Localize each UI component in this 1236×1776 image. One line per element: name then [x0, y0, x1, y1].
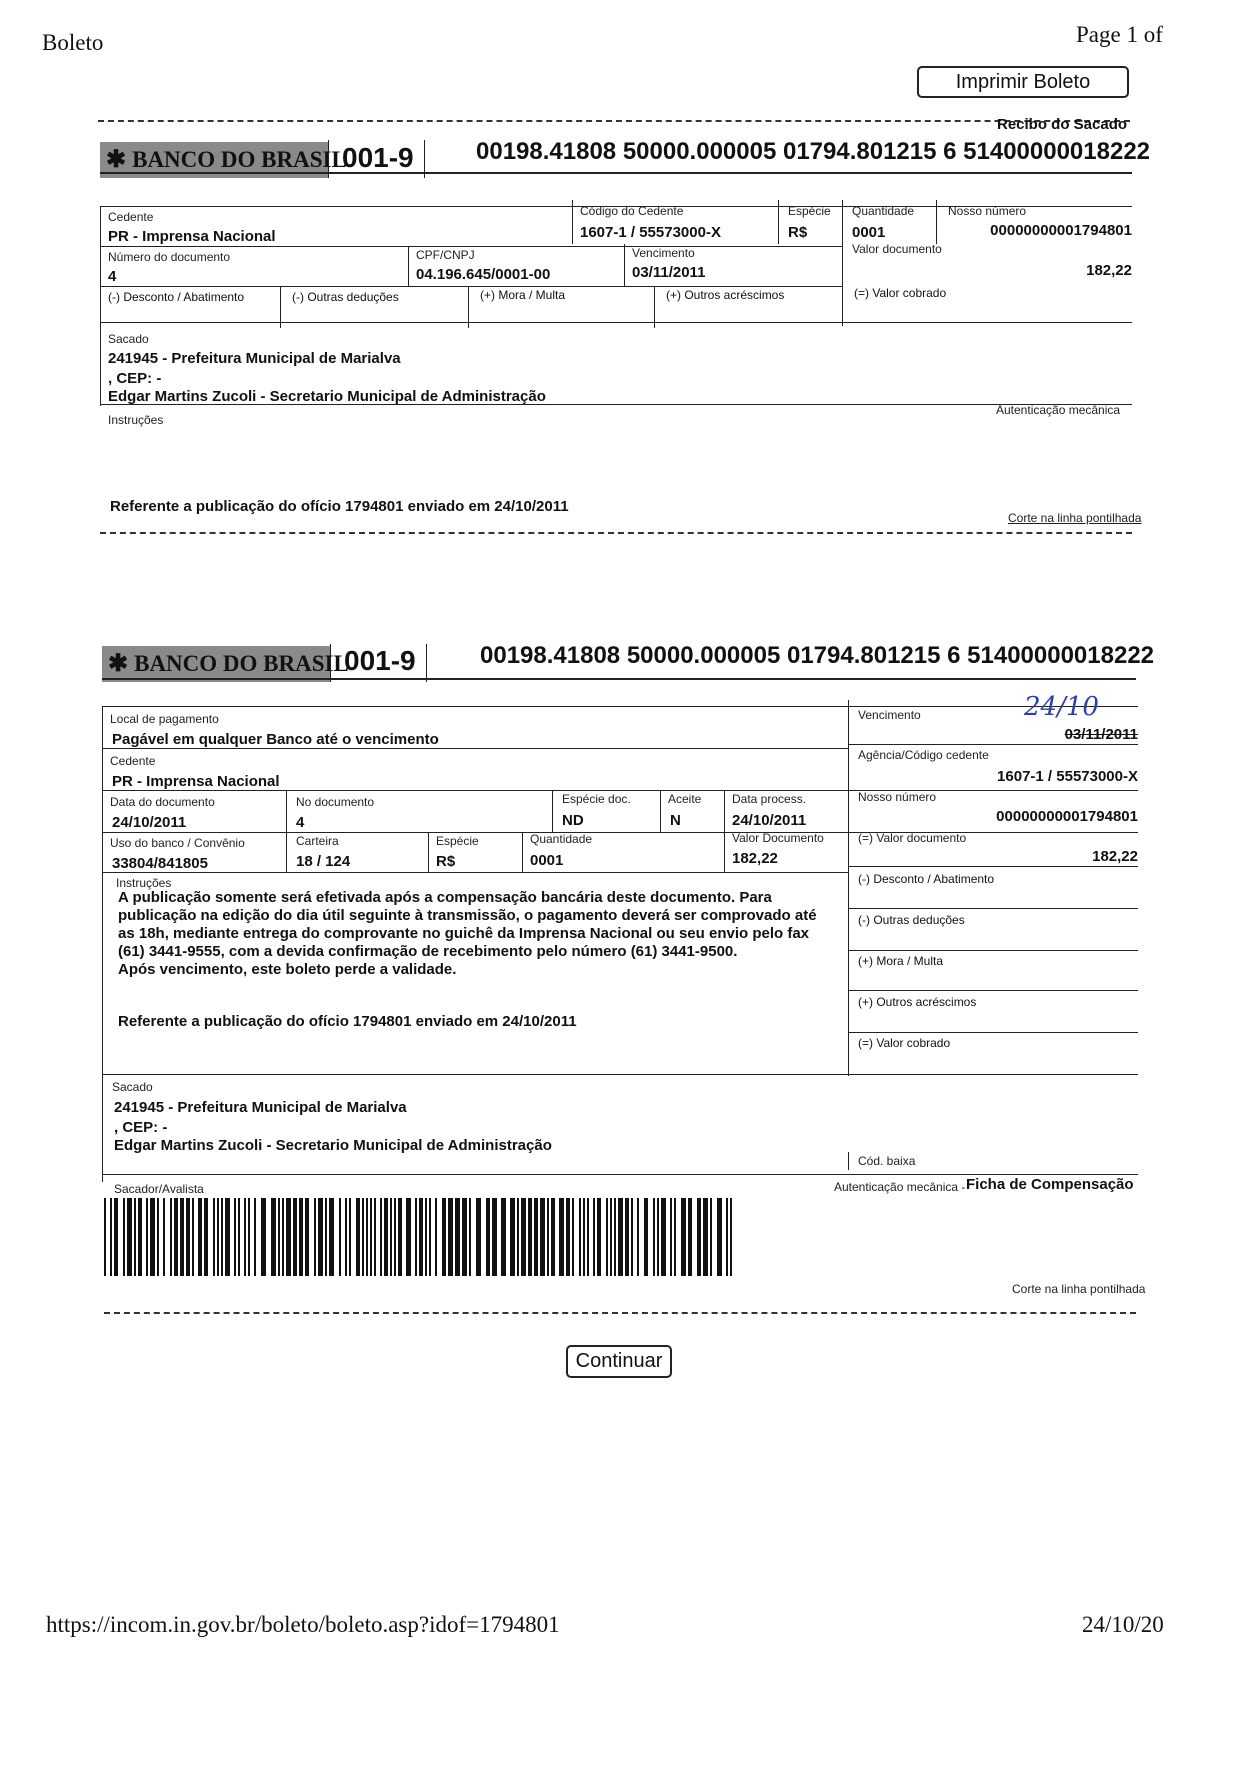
barcode-bar — [329, 1198, 334, 1276]
rule — [102, 706, 1138, 707]
no-documento-label: No documento — [296, 795, 375, 809]
barcode-bar — [186, 1198, 190, 1276]
agencia-value: 1607-1 / 55573000-X — [997, 768, 1138, 785]
codigo-cedente-label: Código do Cedente — [580, 204, 684, 218]
valor-documento-r-value: 182,22 — [1092, 848, 1138, 865]
footer-date: 24/10/20 — [1082, 1612, 1164, 1637]
barcode-bar — [123, 1198, 125, 1276]
receipt-title: Recibo do Sacado — [997, 116, 1128, 133]
rule — [848, 1152, 849, 1170]
header-rule — [102, 678, 1136, 680]
data-documento-value: 24/10/2011 — [112, 814, 187, 831]
barcode-bar — [661, 1198, 666, 1276]
continue-button[interactable]: Continuar — [566, 1345, 672, 1378]
barcode-bar — [384, 1198, 388, 1276]
barcode-bar — [174, 1198, 178, 1276]
barcode-bar — [356, 1198, 360, 1276]
barcode-bar — [325, 1198, 327, 1276]
barcode-bar — [593, 1198, 595, 1276]
barcode-bar — [583, 1198, 585, 1276]
barcode-bar — [670, 1198, 672, 1276]
nosso-numero-label: Nosso número — [858, 790, 937, 804]
agencia-label: Agência/Código cedente — [858, 748, 989, 762]
rule — [428, 832, 429, 872]
outras-deducoes-label: (-) Outras deduções — [858, 913, 965, 927]
quantidade-label: Quantidade — [852, 204, 915, 218]
carteira-value: 18 / 124 — [296, 853, 351, 870]
cut-line-bottom — [104, 1312, 1136, 1314]
rule — [102, 832, 1138, 833]
barcode-bar — [192, 1198, 194, 1276]
barcode-bar — [540, 1198, 545, 1276]
rule — [102, 748, 848, 749]
rule — [660, 790, 661, 832]
desconto-label: (-) Desconto / Abatimento — [858, 872, 995, 886]
instrucoes-line: publicação na edição do dia útil seguinte à transmissão, o pagamento deverá ser comprovado até — [118, 907, 817, 924]
barcode-bar — [170, 1198, 172, 1276]
barcode-bar — [688, 1198, 692, 1276]
barcode-bar — [362, 1198, 364, 1276]
page-title: Boleto — [42, 30, 104, 55]
rule — [100, 322, 1132, 323]
barcode-bar — [625, 1198, 629, 1276]
codigo-cedente-value: 1607-1 / 55573000-X — [580, 224, 721, 241]
bank-code: 001-9 — [344, 645, 416, 676]
vencimento-label: Vencimento — [632, 246, 695, 260]
barcode-bar — [293, 1198, 297, 1276]
rule — [408, 246, 409, 286]
barcode-bar — [726, 1198, 728, 1276]
especie-value: R$ — [436, 853, 456, 870]
barcode-bar — [703, 1198, 708, 1276]
barcode-bar — [282, 1198, 284, 1276]
data-documento-label: Data do documento — [110, 795, 215, 809]
barcode-bar — [339, 1198, 341, 1276]
rule — [848, 908, 1138, 909]
mora-label: (+) Mora / Multa — [858, 954, 944, 968]
barcode-bar — [157, 1198, 159, 1276]
rule — [624, 244, 625, 286]
outros-acrescimos-label: (+) Outros acréscimos — [858, 995, 977, 1009]
barcode-bar — [631, 1198, 633, 1276]
barcode-bar — [717, 1198, 722, 1276]
barcode-bar — [528, 1198, 532, 1276]
barcode-bar — [380, 1198, 382, 1276]
barcode-bar — [610, 1198, 612, 1276]
especie-value: R$ — [788, 224, 808, 241]
barcode-bar — [547, 1198, 549, 1276]
instrucoes-line: A publicação somente será efetivada após a compensação bancária deste documento. Para — [118, 889, 772, 906]
barcode-bar — [517, 1198, 519, 1276]
mora-label: (+) Mora / Multa — [480, 288, 566, 302]
rule — [848, 700, 849, 1076]
rule — [848, 866, 1138, 867]
nosso-numero-value: 00000000001794801 — [996, 808, 1138, 825]
barcode-bar — [429, 1198, 431, 1276]
barcode-bar — [406, 1198, 411, 1276]
barcode-bar — [180, 1198, 184, 1276]
vencimento-value: 03/11/2011 — [1064, 726, 1138, 743]
rule — [848, 1032, 1138, 1033]
barcode-bar — [492, 1198, 497, 1276]
bank-name: BANCO DO BRASIL — [132, 147, 347, 172]
bank-code: 001-9 — [342, 142, 414, 173]
rule — [724, 790, 725, 872]
barcode-bar — [462, 1198, 467, 1276]
barcode-bar — [254, 1198, 256, 1276]
carteira-label: Carteira — [296, 834, 339, 848]
barcode-bar — [435, 1198, 437, 1276]
barcode-bar — [501, 1198, 506, 1276]
footer-url: https://incom.in.gov.br/boleto/boleto.asp?idof=1794801 — [46, 1612, 560, 1637]
barcode-bar — [419, 1198, 423, 1276]
barcode-bar — [299, 1198, 303, 1276]
uso-banco-label: Uso do banco / Convênio — [110, 836, 245, 850]
barcode-bar — [318, 1198, 323, 1276]
barcode-bar — [597, 1198, 601, 1276]
sacado-line3: Edgar Martins Zucoli - Secretario Municipal de Administração — [108, 388, 546, 405]
uso-banco-value: 33804/841805 — [112, 855, 208, 872]
numero-documento-value: 4 — [108, 268, 117, 285]
barcode-bar — [390, 1198, 392, 1276]
autenticacao-label: Autenticação mecânica — [996, 403, 1121, 417]
sacado-label: Sacado — [112, 1080, 153, 1094]
barcode-bar — [681, 1198, 686, 1276]
barcode-bar — [366, 1198, 368, 1276]
quantidade-value: 0001 — [530, 852, 564, 869]
barcode-bar — [114, 1198, 118, 1276]
vencimento-value: 03/11/2011 — [632, 264, 706, 281]
instrucoes-label: Instruções — [108, 413, 164, 427]
instrucoes-text — [118, 889, 858, 979]
rule — [100, 404, 1132, 405]
ficha-label: Ficha de Compensação — [966, 1176, 1134, 1193]
bank-logo — [102, 646, 349, 682]
barcode-bar — [587, 1198, 589, 1276]
barcode-bar — [442, 1198, 446, 1276]
aceite-label: Aceite — [668, 792, 702, 806]
instrucoes-line: (61) 3441-9555, com a devida confirmação de recebimento pelo número (61) 3441-9500. — [118, 943, 738, 960]
bank-name: BANCO DO BRASIL — [134, 651, 349, 676]
barcode-bar — [110, 1198, 112, 1276]
bank-logo-icon: ✱ — [108, 651, 129, 677]
barcode-bar — [653, 1198, 655, 1276]
corte-label: Corte na linha pontilhada — [1008, 511, 1142, 525]
rule — [572, 200, 573, 244]
barcode-bar — [314, 1198, 316, 1276]
rule — [286, 790, 287, 872]
rule — [102, 1174, 1138, 1175]
valor-cobrado-label: (=) Valor cobrado — [858, 1036, 951, 1050]
cut-line-top — [98, 120, 1130, 122]
handwritten-note: 24/10 — [1024, 692, 1099, 722]
page-number: Page 1 of — [1076, 22, 1163, 47]
divider — [426, 644, 427, 682]
barcode-bar — [674, 1198, 676, 1276]
nosso-numero-value: 00000000001794801 — [990, 222, 1132, 239]
barcode-bar — [644, 1198, 648, 1276]
barcode-bar — [163, 1198, 165, 1276]
cedente-label: Cedente — [110, 754, 156, 768]
rule — [936, 200, 937, 244]
no-documento-value: 4 — [296, 814, 305, 831]
rule — [100, 286, 842, 287]
digitable-line: 00198.41808 50000.000005 01794.801215 6 51400000018222 — [476, 138, 1151, 165]
barcode-bar — [566, 1198, 570, 1276]
barcode-bar — [234, 1198, 236, 1276]
barcode-bar — [476, 1198, 481, 1276]
barcode-bar — [248, 1198, 250, 1276]
barcode-bar — [150, 1198, 155, 1276]
barcode-bar — [345, 1198, 347, 1276]
outros-acrescimos-label: (+) Outros acréscimos — [666, 288, 785, 302]
barcode-bar — [349, 1198, 351, 1276]
barcode-bar — [225, 1198, 230, 1276]
barcode-bar — [455, 1198, 460, 1276]
barcode-bar — [614, 1198, 616, 1276]
barcode-bar — [637, 1198, 639, 1276]
rule — [552, 790, 553, 832]
rule — [778, 200, 779, 244]
barcode-bar — [425, 1198, 427, 1276]
sacado-line3: Edgar Martins Zucoli - Secretario Municipal de Administração — [114, 1137, 552, 1154]
barcode-bar — [572, 1198, 574, 1276]
barcode-bar — [415, 1198, 417, 1276]
barcode-bar — [305, 1198, 309, 1276]
vencimento-label: Vencimento — [858, 708, 921, 722]
barcode-bar — [146, 1198, 148, 1276]
sacado-line1: 241945 - Prefeitura Municipal de Marialva — [114, 1099, 407, 1116]
sacado-line2: , CEP: - — [114, 1119, 168, 1136]
barcode-bar — [238, 1198, 240, 1276]
barcode-bar — [271, 1198, 276, 1276]
local-pagamento-label: Local de pagamento — [110, 712, 219, 726]
especie-doc-value: ND — [562, 812, 584, 829]
barcode-bar — [657, 1198, 659, 1276]
barcode-bar — [134, 1198, 136, 1276]
quantidade-label: Quantidade — [530, 832, 593, 846]
numero-documento-label: Número do documento — [108, 250, 231, 264]
cedente-value: PR - Imprensa Nacional — [108, 228, 276, 245]
aceite-value: N — [670, 812, 681, 829]
barcode-bar — [534, 1198, 538, 1276]
cedente-value: PR - Imprensa Nacional — [112, 773, 280, 790]
corte-label: Corte na linha pontilhada — [1012, 1282, 1146, 1296]
barcode-bar — [730, 1198, 732, 1276]
barcode-bar — [374, 1198, 376, 1276]
barcode-bar — [221, 1198, 223, 1276]
barcode-bar — [204, 1198, 208, 1276]
instrucoes-label: Instruções — [116, 876, 172, 890]
bank-logo-icon: ✱ — [106, 147, 127, 173]
barcode-bar — [710, 1198, 712, 1276]
rule — [102, 706, 103, 1182]
barcode-bar — [286, 1198, 291, 1276]
referente-text: Referente a publicação do ofício 1794801 enviado em 24/10/2011 — [118, 1013, 577, 1030]
especie-doc-label: Espécie doc. — [562, 792, 631, 806]
barcode-bar — [486, 1198, 490, 1276]
barcode-bar — [244, 1198, 246, 1276]
barcode-bar — [370, 1198, 372, 1276]
especie-label: Espécie — [788, 204, 831, 218]
rule — [100, 246, 842, 247]
rule — [102, 1074, 1138, 1075]
barcode-bar — [618, 1198, 623, 1276]
rule — [102, 790, 1138, 791]
cpf-cnpj-label: CPF/CNPJ — [416, 248, 475, 262]
rule — [848, 950, 1138, 951]
cedente-label: Cedente — [108, 210, 154, 224]
rule — [842, 200, 843, 326]
barcode-bar — [217, 1198, 219, 1276]
barcode-bar — [697, 1198, 701, 1276]
barcode-bar — [510, 1198, 515, 1276]
valor-documento-value: 182,22 — [1086, 262, 1132, 279]
barcode-bar — [559, 1198, 564, 1276]
divider — [330, 644, 331, 682]
barcode-bar — [278, 1198, 280, 1276]
nosso-numero-label: Nosso número — [948, 204, 1027, 218]
sacador-label: Sacador/Avalista — [114, 1182, 204, 1196]
rule — [848, 990, 1138, 991]
barcode-bar — [198, 1198, 202, 1276]
autenticacao-label: Autenticação mecânica - — [834, 1180, 966, 1194]
valor-documento-value: 182,22 — [732, 850, 778, 867]
sacado-line2: , CEP: - — [108, 370, 162, 387]
instrucoes-line: as 18h, mediante entrega do comprovante no guichê da Imprensa Nacional ou seu envio pelo fax — [118, 925, 810, 942]
barcode-bar — [579, 1198, 581, 1276]
cod-baixa-label: Cód. baixa — [858, 1154, 916, 1168]
barcode-bar — [448, 1198, 453, 1276]
barcode-bar — [398, 1198, 402, 1276]
barcode-bar — [104, 1198, 106, 1276]
barcode-bar — [551, 1198, 555, 1276]
barcode-bar — [469, 1198, 471, 1276]
local-pagamento-value: Pagável em qualquer Banco até o vencimento — [112, 731, 439, 748]
barcode-bar — [127, 1198, 132, 1276]
cut-line-middle — [100, 532, 1132, 534]
referente-text: Referente a publicação do ofício 1794801 enviado em 24/10/2011 — [110, 498, 569, 515]
rule — [100, 206, 101, 406]
sacado-label: Sacado — [108, 332, 149, 346]
valor-documento-label: Valor documento — [852, 242, 942, 256]
sacado-line1: 241945 - Prefeitura Municipal de Marialva — [108, 350, 401, 367]
barcode-bar — [261, 1198, 266, 1276]
valor-documento-label: Valor Documento — [732, 831, 824, 845]
barcode-bar — [138, 1198, 142, 1276]
barcode-bar — [213, 1198, 215, 1276]
barcode — [104, 1198, 732, 1276]
barcode-bar — [606, 1198, 608, 1276]
data-process-value: 24/10/2011 — [732, 812, 807, 829]
cpf-cnpj-value: 04.196.645/0001-00 — [416, 266, 551, 283]
instrucoes-line: Após vencimento, este boleto perde a validade. — [118, 961, 457, 978]
rule — [522, 832, 523, 872]
rule — [848, 744, 1138, 745]
barcode-bar — [394, 1198, 396, 1276]
header-rule — [100, 172, 1132, 174]
valor-cobrado-label: (=) Valor cobrado — [854, 286, 947, 300]
barcode-bar — [521, 1198, 526, 1276]
valor-documento-r-label: (=) Valor documento — [858, 831, 967, 845]
especie-label: Espécie — [436, 834, 479, 848]
digitable-line: 00198.41808 50000.000005 01794.801215 6 51400000018222 — [480, 642, 1155, 669]
print-boleto-button[interactable]: Imprimir Boleto — [917, 66, 1129, 98]
outras-deducoes-label: (-) Outras deduções — [292, 290, 399, 304]
quantidade-value: 0001 — [852, 224, 886, 241]
desconto-label: (-) Desconto / Abatimento — [108, 290, 245, 304]
rule — [102, 872, 848, 873]
data-process-label: Data process. — [732, 792, 807, 806]
